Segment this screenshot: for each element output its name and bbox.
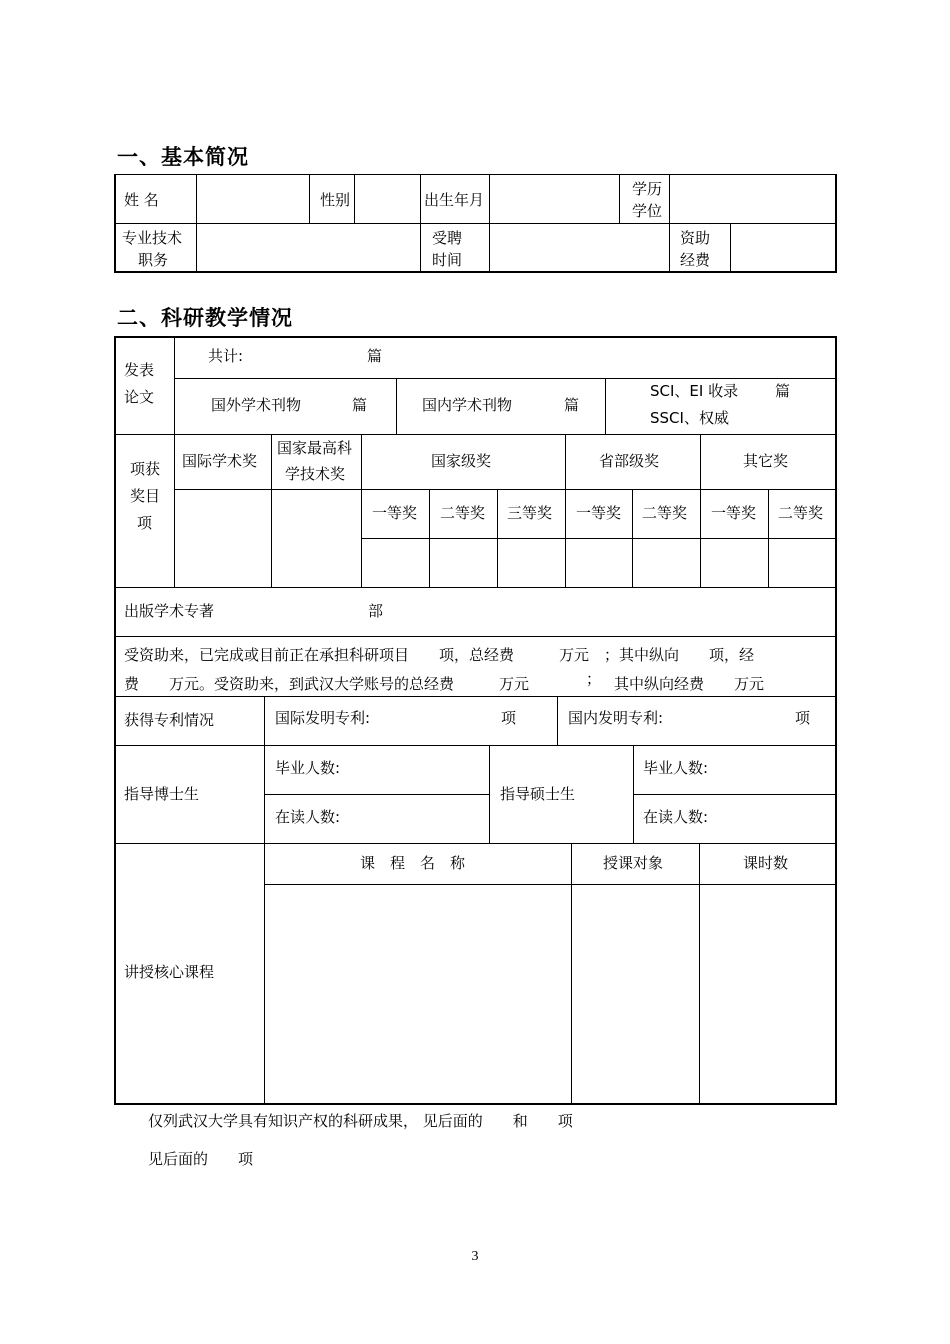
courses-label: 讲授核心课程 bbox=[124, 963, 215, 981]
award-grade-cell: 一等奖 bbox=[576, 504, 622, 522]
funding-label-line1: 资助 bbox=[680, 229, 711, 247]
supervise-master-label: 指导硕士生 bbox=[500, 785, 576, 803]
projects-text-semicolon: ； bbox=[586, 670, 602, 688]
course-hours-header: 课时数 bbox=[743, 854, 789, 872]
award-grade-cell: 三等奖 bbox=[507, 504, 553, 522]
degree-label-line2: 学位 bbox=[632, 202, 663, 220]
birth-label: 出生年月 bbox=[424, 191, 485, 209]
phd-studying-label: 在读人数: bbox=[275, 808, 341, 826]
supervise-phd-label: 指导博士生 bbox=[124, 785, 200, 803]
papers-label-line2: 论文 bbox=[124, 388, 155, 406]
title-label-line1: 专业技术 bbox=[122, 229, 183, 247]
award-national-header: 国家级奖 bbox=[431, 452, 492, 470]
papers-domestic-unit: 篇 bbox=[564, 396, 580, 414]
footnote-line2: 见后面的 项 bbox=[148, 1150, 254, 1168]
award-national-top-header-line1: 国家最高科 bbox=[277, 439, 353, 457]
papers-ssci-label: SSCI、权威 bbox=[650, 409, 729, 427]
papers-foreign-unit: 篇 bbox=[352, 396, 368, 414]
monograph-label: 出版学术专著 bbox=[124, 602, 215, 620]
award-grade-cell: 二等奖 bbox=[642, 504, 688, 522]
award-other-header: 其它奖 bbox=[743, 452, 789, 470]
award-grade-cell: 二等奖 bbox=[440, 504, 486, 522]
papers-label-line1: 发表 bbox=[124, 361, 155, 379]
papers-total-unit: 篇 bbox=[367, 347, 383, 365]
hire-label-line1: 受聘 bbox=[432, 229, 463, 247]
award-grade-cell: 一等奖 bbox=[372, 504, 418, 522]
monograph-unit: 部 bbox=[368, 602, 384, 620]
papers-sci-unit: 篇 bbox=[775, 382, 791, 400]
papers-foreign-label: 国外学术刊物 bbox=[211, 396, 302, 414]
page-number: 3 bbox=[471, 1249, 479, 1264]
hire-label-line2: 时间 bbox=[432, 251, 463, 269]
award-grade-cell: 一等奖 bbox=[711, 504, 757, 522]
awards-label-line2: 奖目 bbox=[130, 487, 161, 505]
title-label-line2: 职务 bbox=[138, 251, 169, 269]
award-grade-cell: 二等奖 bbox=[778, 504, 824, 522]
phd-graduated-label: 毕业人数: bbox=[275, 759, 341, 777]
patent-intl-label: 国际发明专利: bbox=[275, 709, 371, 727]
projects-text-line1: 受资助来，已完成或目前正在承担科研项目 项，总经费 万元 ；其中纵向 项，经 bbox=[124, 646, 755, 664]
gender-label: 性别 bbox=[320, 191, 351, 209]
course-target-header: 授课对象 bbox=[603, 854, 664, 872]
papers-domestic-label: 国内学术刊物 bbox=[422, 396, 513, 414]
name-label: 姓 名 bbox=[124, 191, 159, 209]
course-name-header: 课 程 名 称 bbox=[360, 854, 466, 872]
master-graduated-label: 毕业人数: bbox=[643, 759, 709, 777]
projects-text-line2a: 费 万元。受资助来，到武汉大学账号的总经费 万元 bbox=[124, 675, 530, 693]
award-provincial-header: 省部级奖 bbox=[599, 452, 660, 470]
footnote-line1: 仅列武汉大学具有知识产权的科研成果， 见后面的 和 项 bbox=[148, 1112, 573, 1130]
degree-label-line1: 学历 bbox=[632, 180, 663, 198]
funding-label-line2: 经费 bbox=[680, 251, 711, 269]
section-title-research: 二、科研教学情况 bbox=[117, 306, 293, 330]
awards-label-line3: 项 bbox=[137, 514, 153, 532]
patents-label: 获得专利情况 bbox=[124, 711, 215, 729]
award-national-top-header-line2: 学技术奖 bbox=[285, 465, 346, 483]
patent-domestic-unit: 项 bbox=[795, 709, 811, 727]
patent-domestic-label: 国内发明专利: bbox=[568, 709, 664, 727]
awards-label-line1: 项获 bbox=[130, 460, 161, 478]
section-title-basic: 一、基本简况 bbox=[117, 145, 249, 169]
projects-text-line2b: 其中纵向经费 万元 bbox=[614, 675, 765, 693]
patent-intl-unit: 项 bbox=[501, 709, 517, 727]
papers-total-label: 共计: bbox=[208, 347, 244, 365]
master-studying-label: 在读人数: bbox=[643, 808, 709, 826]
award-intl-header: 国际学术奖 bbox=[182, 452, 258, 470]
papers-sci-label: SCI、EI 收录 bbox=[650, 382, 739, 400]
